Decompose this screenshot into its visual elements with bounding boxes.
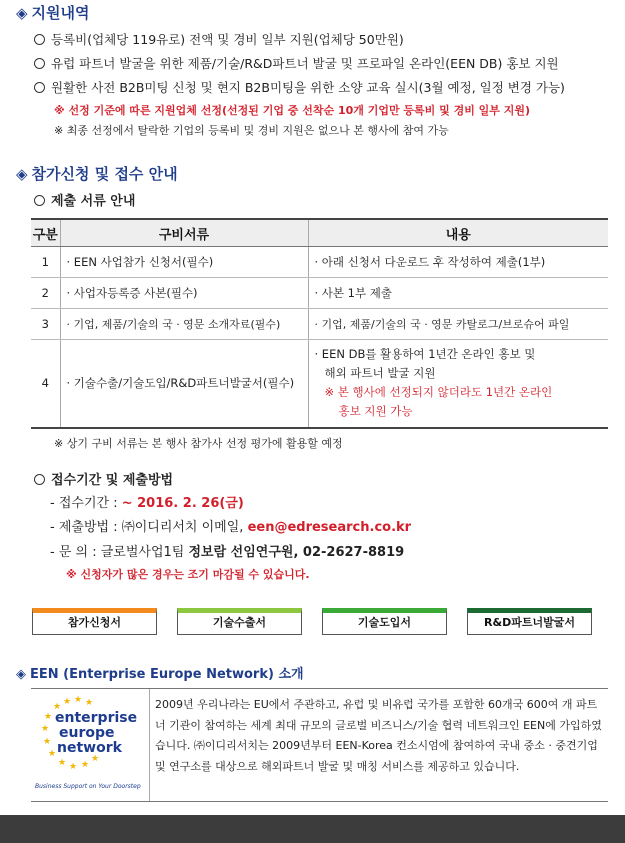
- svg-text:★: ★: [85, 698, 94, 708]
- svg-text:★: ★: [63, 697, 72, 707]
- een-logo: [31, 689, 150, 801]
- table-row: [31, 309, 608, 340]
- support-section-title: ◈ 지원내역: [16, 4, 90, 22]
- col-header: 내용: [308, 219, 608, 247]
- row-content: [308, 340, 608, 428]
- svg-text:★: ★: [48, 749, 57, 759]
- row-document: · 사업자등록증 사본(필수): [60, 278, 308, 309]
- reception-subtitle: 접수기간 및 제출방법: [34, 469, 173, 488]
- row-number: 2: [31, 278, 60, 309]
- een-section-title: ◈ EEN (Enterprise Europe Network) 소개: [16, 667, 304, 682]
- application-section-title: ◈ 참가신청 및 접수 안내: [16, 165, 178, 183]
- logo-tagline: Business Support on Your Doorstep: [35, 783, 141, 790]
- row-content: · 사본 1부 제출: [308, 278, 608, 309]
- row-number: 4: [31, 340, 60, 428]
- circle-bullet-icon: [34, 58, 45, 69]
- early-close-note: ※ 신청자가 많은 경우는 조기 마감될 수 있습니다.: [66, 568, 310, 581]
- svg-text:★: ★: [41, 724, 50, 734]
- contact-line: - 문 의 : 글로벌사업1팀 정보람 선임연구원, 02-2627-8819: [50, 545, 405, 560]
- selection-note: ※ 선정 기준에 따른 지원업체 선정(선정된 기업 중 선착순 10개 기업만 등록비 및 경비 일부 지원): [54, 104, 531, 117]
- logo-text: enterprise europe network: [55, 710, 138, 756]
- period-line: - 접수기간 : ~ 2016. 2. 26(금): [50, 496, 244, 511]
- docs-subtitle: 제출 서류 안내: [34, 190, 135, 209]
- row-content: · 기업, 제품/기술의 국 · 영문 카탈로그/브로슈어 파일: [308, 309, 608, 340]
- svg-text:★: ★: [43, 737, 52, 747]
- svg-text:★: ★: [74, 695, 83, 705]
- application-form-button[interactable]: 참가신청서: [32, 608, 157, 635]
- row-document: · 기업, 제품/기술의 국 · 영문 소개자료(필수): [60, 309, 308, 340]
- svg-text:★: ★: [69, 762, 78, 772]
- table-row: [31, 340, 608, 428]
- support-item: 등록비(업체당 119유로) 전액 및 경비 일부 지원(업체당 50만원): [34, 30, 404, 48]
- content-line: · EEN DB를 활용하여 1년간 온라인 홍보 및: [314, 347, 536, 362]
- method-line: - 제출방법 : ㈜이디리서치 이메일, een@edresearch.co.kr: [50, 520, 412, 535]
- docs-table: [31, 218, 608, 429]
- row-document: · 기술수출/기술도입/R&D파트너발굴서(필수): [60, 340, 308, 428]
- circle-bullet-icon: [34, 82, 45, 93]
- svg-text:★: ★: [58, 758, 67, 768]
- support-item: 유럽 파트너 발굴을 위한 제품/기술/R&D파트너 발굴 및 프로파일 온라인(EEN DB) 홍보 지원: [34, 54, 559, 72]
- col-header: 구비서류: [60, 219, 308, 247]
- diamond-bullet-icon: ◈: [16, 165, 28, 183]
- row-number: 3: [31, 309, 60, 340]
- table-header-row: [31, 219, 608, 247]
- footer-bar: [0, 815, 625, 843]
- row-content: · 아래 신청서 다운로드 후 작성하여 제출(1부): [308, 247, 608, 278]
- table-note: ※ 상기 구비 서류는 본 행사 참가사 선정 평가에 활용할 예정: [54, 437, 343, 450]
- tech-import-form-button[interactable]: 기술도입서: [322, 608, 447, 635]
- svg-text:★: ★: [44, 712, 53, 722]
- circle-bullet-icon: [34, 34, 45, 45]
- svg-text:★: ★: [81, 760, 90, 770]
- content-line: 해외 파트너 발굴 지원: [324, 366, 436, 381]
- een-intro-box: [31, 688, 608, 802]
- content-red-line: ※ 본 행사에 선정되지 않더라도 1년간 온라인: [324, 385, 553, 400]
- table-row: [31, 247, 608, 278]
- content-red-line: 홍보 지원 가능: [338, 404, 413, 419]
- row-number: 1: [31, 247, 60, 278]
- rd-partner-form-button[interactable]: R&D파트너발굴서: [467, 608, 592, 635]
- tech-export-form-button[interactable]: 기술수출서: [177, 608, 302, 635]
- circle-bullet-icon: [34, 474, 45, 485]
- svg-text:★: ★: [53, 702, 62, 712]
- row-document: · EEN 사업참가 신청서(필수): [60, 247, 308, 278]
- col-header: 구분: [31, 219, 60, 247]
- diamond-bullet-icon: ◈: [16, 4, 28, 22]
- een-description: 2009년 우리나라는 EU에서 주관하고, 유럽 및 비유럽 국가를 포함한 60개국 600여 개 파트너 기관이 참여하는 세계 최대 규모의 글로벌 비즈니스/기술 협력 네트워크인 EEN에 가입하였습니다. ㈜이디리서치는 2009년부터 EEN-Korea 컨소시엄에 참여하여 국내 중소 · 중견기업 및 연구소를 대상으로 해외파트너 발굴 및 매칭 서비스를 제공하고 있습니다.: [155, 698, 602, 773]
- svg-text:★: ★: [91, 754, 100, 764]
- support-item: 원활한 사전 B2B미팅 신청 및 현지 B2B미팅을 위한 소양 교육 실시(3월 예정, 일정 변경 가능): [34, 78, 565, 96]
- diamond-bullet-icon: ◈: [16, 667, 26, 682]
- table-row: [31, 278, 608, 309]
- circle-bullet-icon: [34, 195, 45, 206]
- elimination-note: ※ 최종 선정에서 탈락한 기업의 등록비 및 경비 지원은 없으나 본 행사에 참여 가능: [54, 124, 449, 137]
- email-link[interactable]: een@edresearch.co.kr: [247, 520, 412, 535]
